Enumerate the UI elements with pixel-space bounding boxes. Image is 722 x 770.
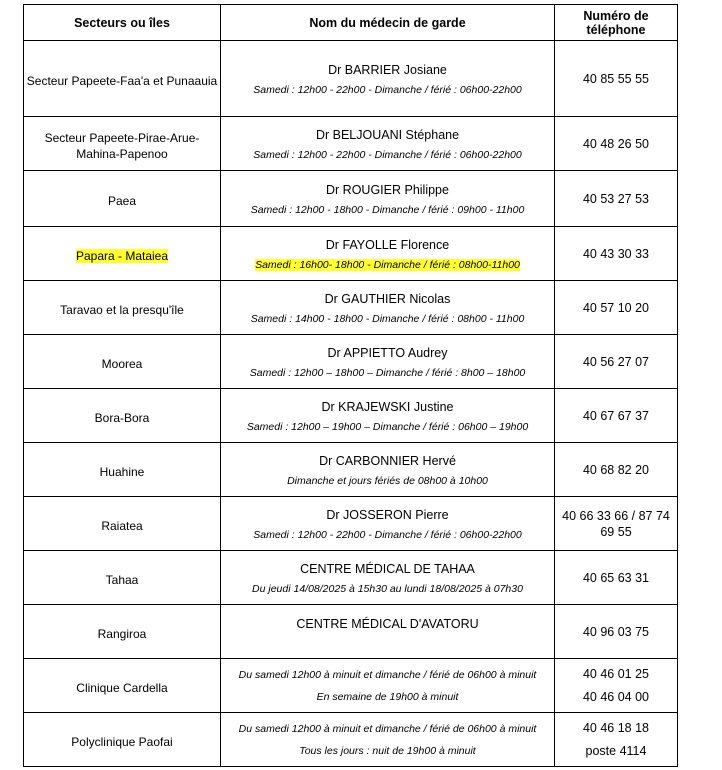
phone-cell [555,117,678,171]
duty-hours: Du jeudi 14/08/2025 à 15h30 au lundi 18/08/2025 à 07h30 [252,582,523,595]
table-row [24,41,678,117]
phone-number: poste 4114 [585,744,647,758]
sector-name: Taravao et la presqu'île [60,302,184,317]
doctor-name: CENTRE MÉDICAL DE TAHAA [300,561,475,576]
doctor-cell [221,335,555,389]
doctor-cell [221,227,555,281]
sector-cell [24,443,221,497]
sector-cell [24,713,221,767]
doctor-cell [221,497,555,551]
phone-number: 40 56 27 07 [582,354,650,369]
doctor-name: Dr JOSSERON Pierre [326,507,449,522]
phone-cell [555,281,678,335]
phone-number: 40 68 82 20 [582,462,650,477]
table-row [24,713,678,767]
doctor-name: CENTRE MÉDICAL D'AVATORU [296,617,479,631]
duty-hours: Du samedi 12h00 à minuit et dimanche / férié de 06h00 à minuit [238,668,537,681]
phone-cell [555,227,678,281]
table-body [24,41,678,767]
phone-number: 40 53 27 53 [582,191,650,206]
doctor-name: Dr GAUTHIER Nicolas [324,291,451,306]
phone-number: 40 65 63 31 [582,570,650,585]
duty-hours: En semaine de 19h00 à minuit [316,690,459,703]
doctor-cell [221,443,555,497]
sector-name: Tahaa [105,572,139,587]
doctor-cell [221,551,555,605]
sector-cell [24,497,221,551]
duty-hours: Tous les jours : nuit de 19h00 à minuit [299,744,476,757]
doctor-name: Dr APPIETTO Audrey [327,345,448,360]
duty-hours: Samedi : 12h00 - 22h00 - Dimanche / férié : 06h00-22h00 [253,528,522,541]
doctor-cell [221,41,555,117]
phone-cell [555,605,678,659]
doctor-cell [221,605,555,659]
header-phone: Numéro de téléphone [555,5,678,41]
duty-hours: Dimanche et jours fériés de 08h00 à 10h00 [287,474,488,487]
doctor-cell [221,281,555,335]
phone-cell [555,497,678,551]
table-row [24,335,678,389]
phone-cell [555,171,678,227]
table-row [24,117,678,171]
header-row [24,5,678,41]
duty-hours: Samedi : 12h00 – 18h00 – Dimanche / férié : 8h00 – 18h00 [249,366,526,379]
duty-hours-highlight: Samedi : 16h00- 18h00 - Dimanche / férié : 08h00-11h00 [255,258,520,271]
table-row [24,389,678,443]
table-row [24,551,678,605]
table-row [24,443,678,497]
duty-hours: Samedi : 12h00 - 18h00 - Dimanche / férié : 09h00 - 11h00 [250,203,525,216]
sector-cell [24,41,221,117]
table-row [24,605,678,659]
sector-name: Papara - Mataiea [75,248,169,263]
table-row [24,171,678,227]
doctor-name: Dr CARBONNIER Hervé [319,453,456,468]
doctor-cell [221,659,555,713]
sector-cell [24,335,221,389]
duty-hours: Samedi : 12h00 – 19h00 – Dimanche / férié : 06h00 – 19h00 [246,420,529,433]
table-row [24,227,678,281]
phone-number: 40 48 26 50 [582,136,650,151]
sector-name: Clinique Cardella [76,680,168,695]
phone-number: 40 46 01 25 [582,667,650,681]
sector-cell [24,171,221,227]
phone-cell [555,41,678,117]
phone-number: 40 85 55 55 [582,71,650,86]
sector-cell [24,227,221,281]
table-row [24,281,678,335]
duty-hours: Samedi : 14h00 - 18h00 - Dimanche / férié : 08h00 - 11h00 [250,312,525,325]
phone-number: 40 46 18 18 [582,721,650,735]
header-doctor: Nom du médecin de garde [221,5,555,41]
doctor-cell [221,117,555,171]
sector-cell [24,551,221,605]
doctor-name: Dr FAYOLLE Florence [325,237,450,252]
sector-name: Rangiroa [97,626,147,641]
sector-name: Moorea [101,356,143,371]
sector-name: Paea [107,193,137,208]
phone-number: 40 67 67 37 [582,408,650,423]
duty-hours: Samedi : 12h00 - 22h00 - Dimanche / férié : 06h00-22h00 [253,148,522,161]
sector-name: Secteur Papeete-Faa'a et Punaauia [26,73,218,88]
phone-cell [555,335,678,389]
header-sector: Secteurs ou îles [24,5,221,41]
duty-hours [223,258,552,272]
phone-cell [555,389,678,443]
doctor-cell [221,389,555,443]
sector-name: Bora-Bora [94,410,150,425]
sector-name: Raiatea [101,518,143,533]
doctor-name: Dr BELJOUANI Stéphane [315,127,460,142]
sector-cell [24,117,221,171]
phone-number: 40 57 10 20 [582,300,650,315]
duty-hours: Samedi : 12h00 - 22h00 - Dimanche / férié : 06h00-22h00 [253,83,522,96]
doctor-cell [221,171,555,227]
table-row [24,659,678,713]
sector-cell [24,659,221,713]
phone-number: 40 96 03 75 [582,624,650,639]
phone-number: 40 66 33 66 / 87 74 69 55 [562,508,670,539]
table-row [24,497,678,551]
doctor-name: Dr BARRIER Josiane [328,62,447,77]
sector-cell [24,281,221,335]
sector-cell [24,605,221,659]
sector-name: Huahine [99,464,145,479]
doctor-cell [221,713,555,767]
sector-name: Polyclinique Paofai [71,734,173,749]
phone-number: 40 46 04 00 [582,690,650,704]
duty-hours: Du samedi 12h00 à minuit et dimanche / férié de 06h00 à minuit [238,722,537,735]
on-call-doctors-table [23,4,678,767]
doctor-name: Dr KRAJEWSKI Justine [321,399,454,414]
doctor-name: Dr ROUGIER Philippe [326,182,449,197]
phone-number: 40 43 30 33 [582,246,650,261]
phone-cell [555,551,678,605]
phone-cell [555,443,678,497]
sector-cell [24,389,221,443]
phone-cell [555,659,678,713]
sector-name: Secteur Papeete-Pirae-Arue-Mahina-Papenoo [44,130,200,161]
phone-cell [555,713,678,767]
